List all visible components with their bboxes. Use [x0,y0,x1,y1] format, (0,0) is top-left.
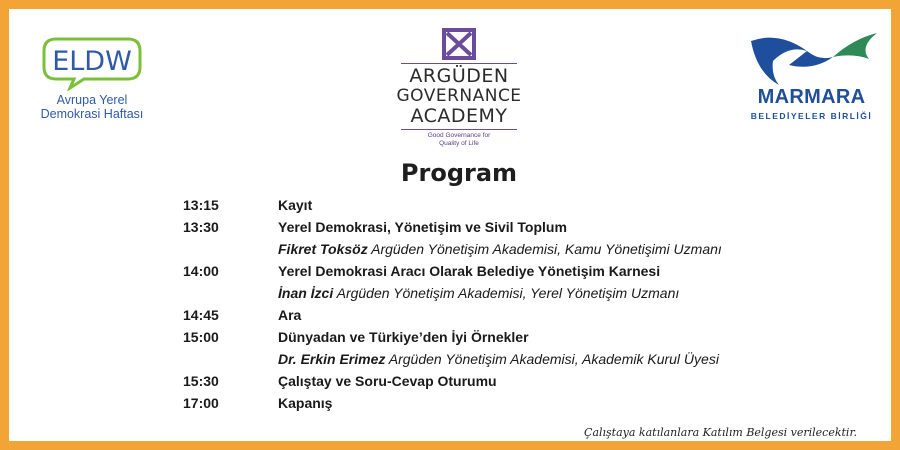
arguden-line-1: ARGÜDEN [409,65,509,87]
time: 14:45 [183,307,219,323]
schedule-row [9,263,900,285]
schedule-row [9,197,900,219]
schedule-row [9,395,900,417]
topic: Çalıştay ve Soru-Cevap Oturumu [278,373,497,389]
speaker-row [9,241,900,263]
arguden-rule-top [401,63,517,64]
speaker-row [9,351,900,373]
topic: Kapanış [278,395,333,411]
speaker [278,241,722,257]
time: 15:00 [183,329,219,345]
arguden-line-2: GOVERNANCE [396,86,522,106]
program-title: Program [400,159,518,187]
speaker-role: Argüden Yönetişim Akademisi, Kamu Yönetişimi Uzmanı [367,241,722,257]
speaker-role: Argüden Yönetişim Akademisi, Akademik Kurul Üyesi [385,351,719,367]
arguden-rule-bottom [401,129,517,130]
eldw-mark: ELDW [52,46,132,77]
arguden-tagline-2: Quality of Life [439,140,479,147]
time: 13:15 [183,197,219,213]
speaker-row [9,285,900,307]
topic: Kayıt [278,197,313,213]
topic: Ara [278,307,302,323]
time: 15:30 [183,373,219,389]
eldw-line-2: Demokrasi Haftası [40,107,144,121]
schedule-row [9,219,900,241]
schedule-row [9,373,900,395]
speaker [278,285,679,301]
time: 17:00 [183,395,219,411]
eldw-logo [36,33,166,129]
topic: Yerel Demokrasi, Yönetişim ve Sivil Toplum [278,219,567,235]
topic: Yerel Demokrasi Aracı Olarak Belediye Yönetişim Karnesi [278,263,661,279]
schedule-row [9,329,900,351]
speaker-name: Fikret Toksöz [278,241,368,257]
marmara-name: MARMARA [757,86,866,108]
time: 14:00 [183,263,219,279]
marmara-subtitle: BELEDİYELER BİRLİĞİ [750,111,873,121]
arguden-tagline-1: Good Governance for [427,132,491,139]
topic: Dünyadan ve Türkiye’den İyi Örnekler [278,329,529,345]
arguden-logo [369,25,549,155]
marmara-wing-icon [749,31,879,87]
speaker-name: Dr. Erkin Erimez [278,351,386,367]
schedule-row [9,307,900,329]
time: 13:30 [183,219,219,235]
speech-bubble-icon [36,33,148,91]
speaker-name: İnan İzci [278,285,334,301]
speaker [278,351,719,367]
arguden-line-3: ACADEMY [410,105,508,127]
speaker-role: Argüden Yönetişim Akademisi, Yerel Yönetişim Uzmanı [333,285,680,301]
arguden-emblem-icon [441,27,477,61]
marmara-logo [744,31,884,121]
eldw-line-1: Avrupa Yerel [56,93,128,107]
certificate-note: Çalıştaya katılanlara Katılım Belgesi verilecektir. [584,426,857,439]
